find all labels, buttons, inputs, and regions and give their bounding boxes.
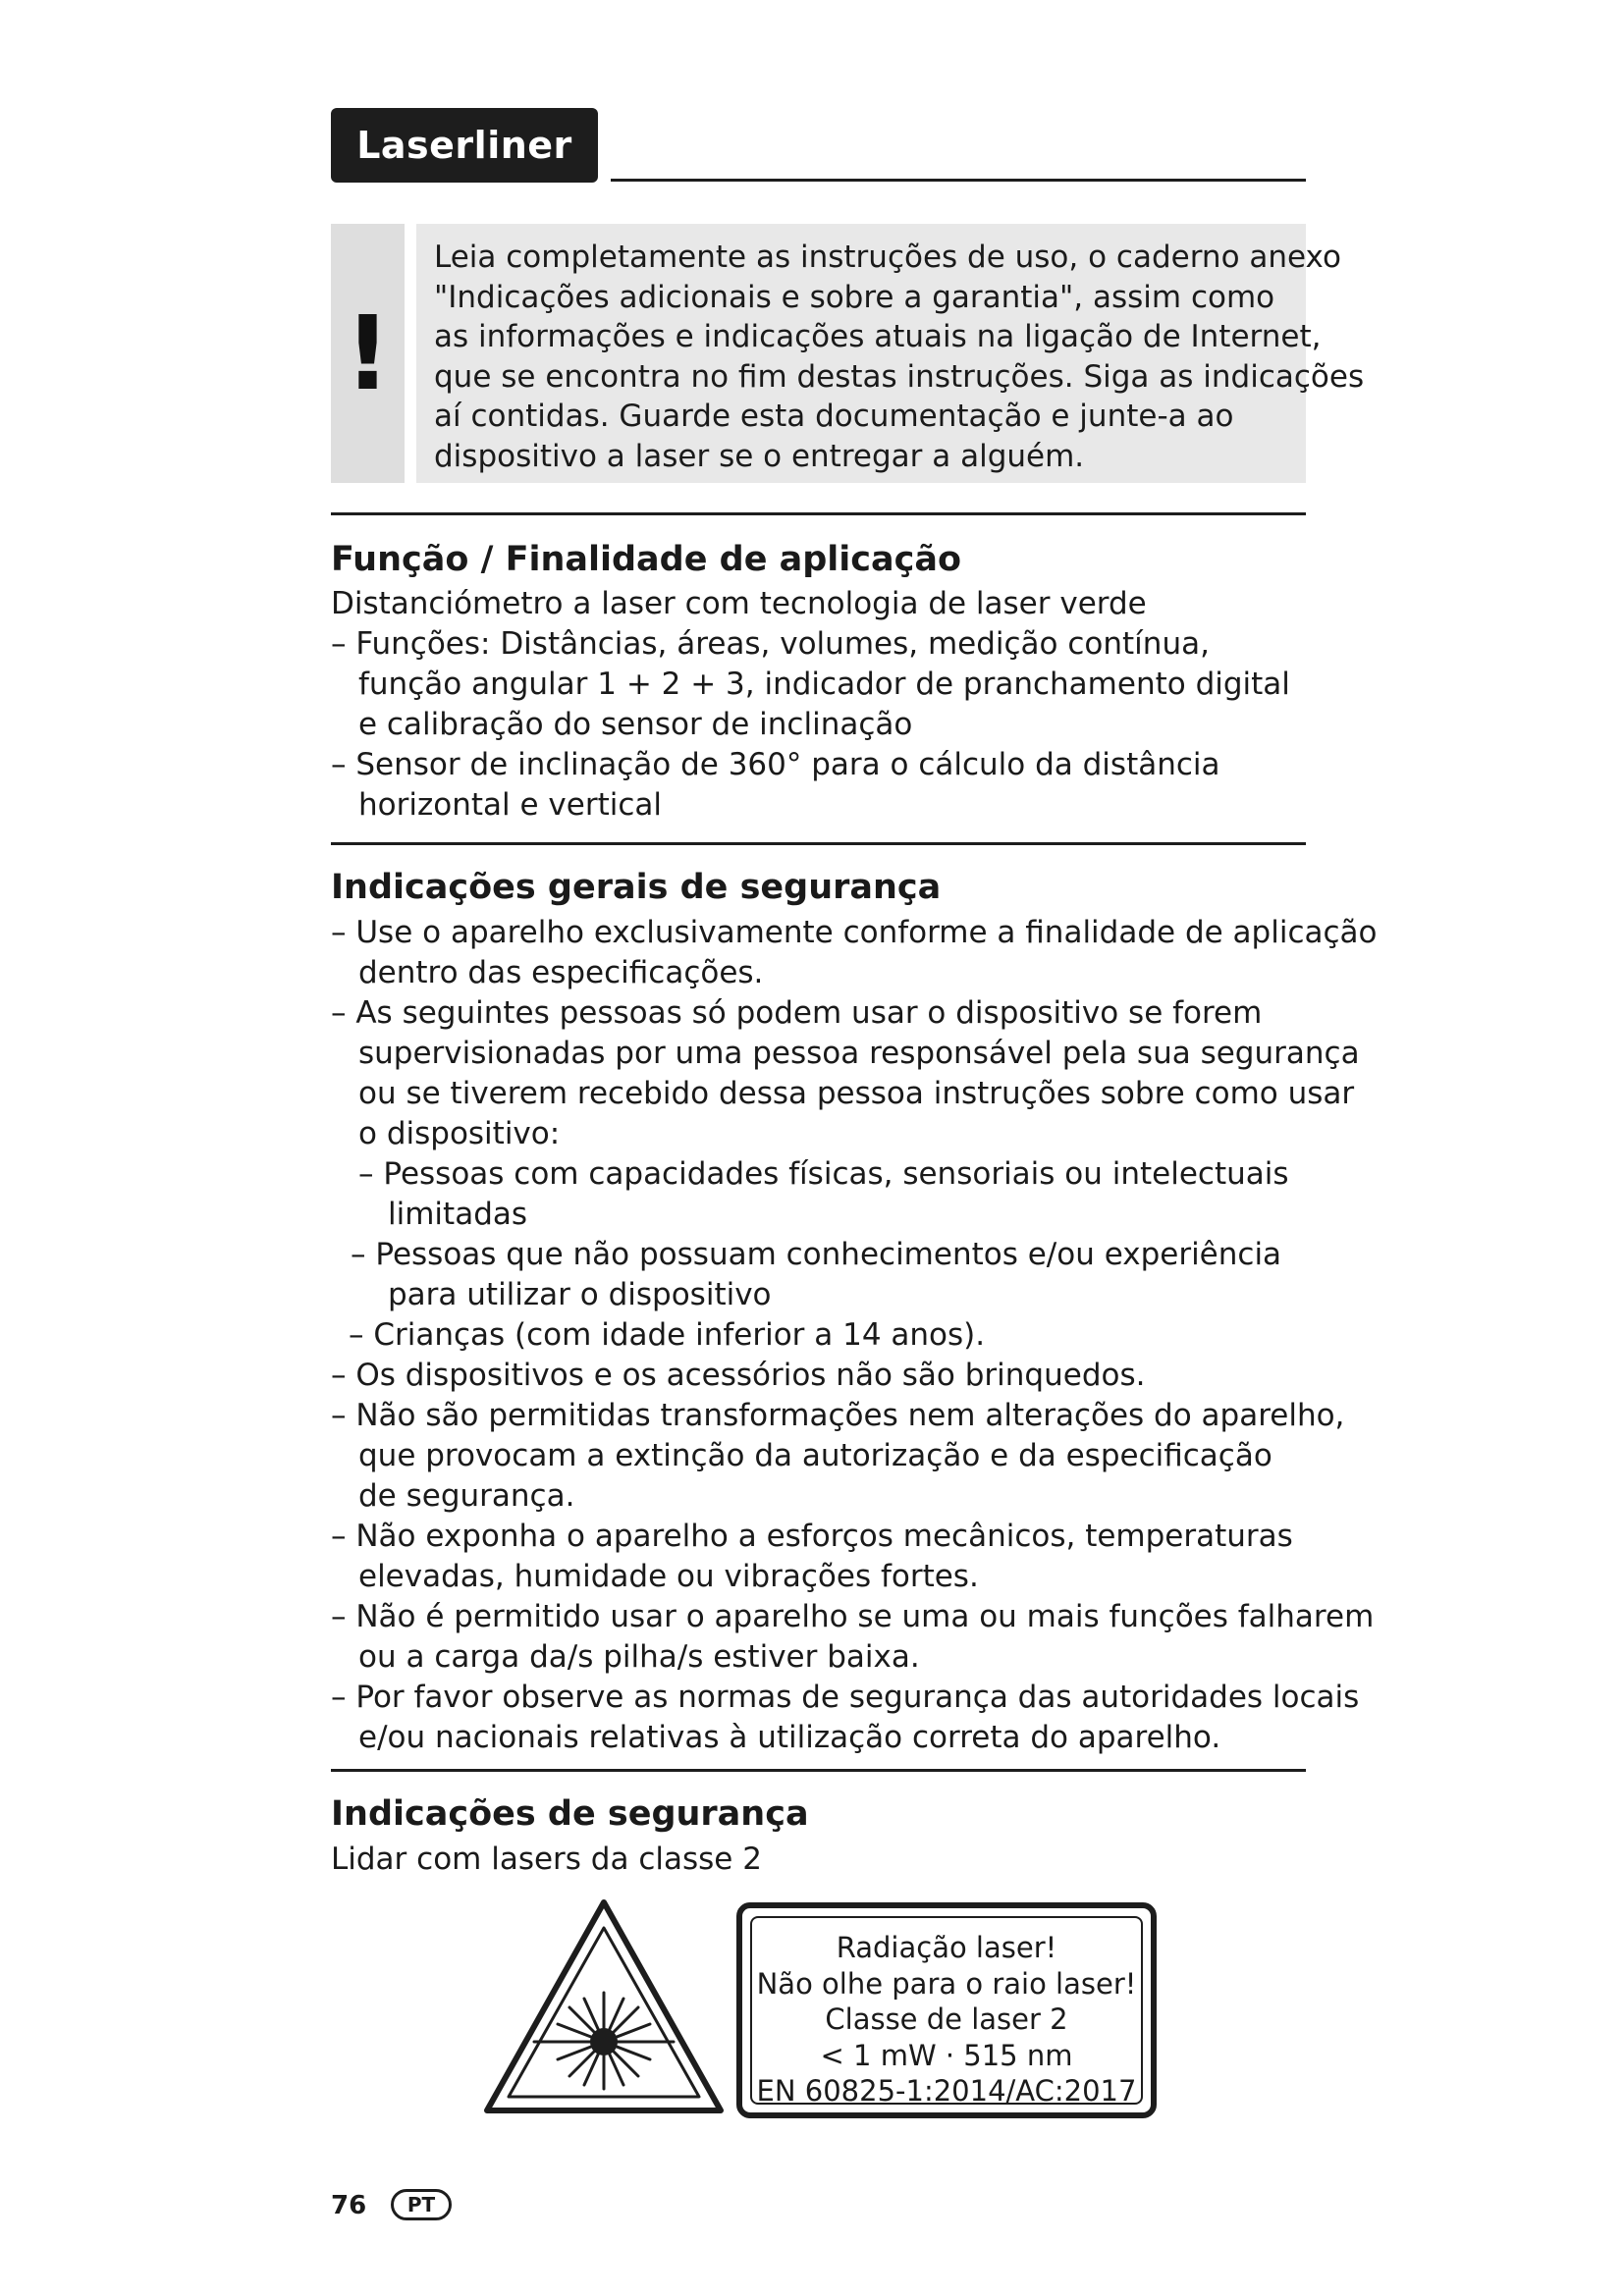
section-divider <box>331 1769 1306 1772</box>
list-item-cont: ou se tiverem recebido dessa pessoa instruções sobre como usar <box>358 1076 1355 1111</box>
list-item-cont: supervisionadas por uma pessoa responsável pela sua segurança <box>358 1036 1360 1071</box>
section-divider <box>331 842 1306 845</box>
page-number: 76 <box>331 2191 367 2220</box>
notice-line: "Indicações adicionais e sobre a garantia", assim como <box>434 279 1275 315</box>
label-line: < 1 mW · 515 nm <box>820 2038 1073 2072</box>
notice-box <box>416 224 1365 483</box>
list-item-cont: e calibração do sensor de inclinação <box>358 707 913 742</box>
laser-warning-icon <box>481 1896 727 2118</box>
list-item: – Os dispositivos e os acessórios não são brinquedos. <box>331 1358 1146 1393</box>
list-item: – Funções: Distâncias, áreas, volumes, medição contínua, <box>331 626 1210 662</box>
section-title-safety: Indicações de segurança <box>331 1794 809 1834</box>
notice-line: dispositivo a laser se o entregar a alguém. <box>434 438 1085 474</box>
section-title-function: Função / Finalidade de aplicação <box>331 540 962 579</box>
list-item-cont: de segurança. <box>358 1478 575 1514</box>
list-item: – As seguintes pessoas só podem usar o dispositivo se forem <box>331 995 1263 1031</box>
label-line: Radiação laser! <box>836 1931 1057 1964</box>
notice-line: Leia completamente as instruções de uso, o caderno anexo <box>434 240 1341 275</box>
list-item-cont: que provocam a extinção da autorização e da especificação <box>358 1438 1272 1473</box>
language-badge: PT <box>391 2189 452 2220</box>
label-line: Classe de laser 2 <box>825 2002 1068 2036</box>
list-item-cont: o dispositivo: <box>358 1116 561 1151</box>
function-body <box>331 584 1290 826</box>
list-item-cont: ou a carga da/s pilha/s estiver baixa. <box>358 1639 920 1675</box>
laser-warning-label <box>736 1902 1157 2118</box>
sub-list-item: – Crianças (com idade inferior a 14 anos). <box>349 1317 986 1353</box>
body-line: Distanciómetro a laser com tecnologia de laser verde <box>331 586 1147 621</box>
list-item-cont: horizontal e vertical <box>358 787 662 823</box>
exclamation-icon: ! <box>344 294 392 413</box>
list-item: – Por favor observe as normas de segurança das autoridades locais <box>331 1680 1360 1715</box>
safety-subtitle: Lidar com lasers da classe 2 <box>331 1842 762 1877</box>
label-line: Não olhe para o raio laser! <box>756 1966 1137 2001</box>
list-item-cont: e/ou nacionais relativas à utilização correta do aparelho. <box>358 1720 1221 1755</box>
brand-logo: Laserliner <box>331 108 598 183</box>
sub-list-item-cont: para utilizar o dispositivo <box>388 1277 772 1312</box>
sub-list-item: – Pessoas que não possuam conhecimentos e/ou experiência <box>351 1237 1282 1272</box>
notice-line: aí contidas. Guarde esta documentação e junte-a ao <box>434 399 1234 434</box>
notice-text <box>434 238 1365 476</box>
list-item: – Não exponha o aparelho a esforços mecânicos, temperaturas <box>331 1519 1293 1554</box>
list-item: – Sensor de inclinação de 360° para o cálculo da distância <box>331 747 1220 782</box>
list-item-cont: função angular 1 + 2 + 3, indicador de pranchamento digital <box>358 667 1290 702</box>
section-divider <box>331 512 1306 515</box>
label-line: EN 60825-1:2014/AC:2017 <box>756 2074 1137 2108</box>
sub-list-item: – Pessoas com capacidades físicas, sensoriais ou intelectuais <box>358 1156 1289 1192</box>
notice-line: as informações e indicações atuais na ligação de Internet, <box>434 319 1322 354</box>
sub-list-item-cont: limitadas <box>388 1197 528 1232</box>
list-item: – Não são permitidas transformações nem alterações do aparelho, <box>331 1398 1345 1433</box>
section-title-general-safety: Indicações gerais de segurança <box>331 868 942 907</box>
safety-body <box>331 1840 762 1880</box>
general-safety-body <box>331 913 1378 1758</box>
list-item-cont: dentro das especificações. <box>358 955 764 990</box>
list-item: – Não é permitido usar o aparelho se uma ou mais funções falharem <box>331 1599 1375 1634</box>
notice-line: que se encontra no fim destas instruções. Siga as indicações <box>434 358 1365 395</box>
list-item-cont: elevadas, humidade ou vibrações fortes. <box>358 1559 979 1594</box>
header-rule <box>611 179 1306 182</box>
list-item: – Use o aparelho exclusivamente conforme a finalidade de aplicação <box>331 915 1378 950</box>
laser-warning-label-inner <box>750 1916 1143 2108</box>
